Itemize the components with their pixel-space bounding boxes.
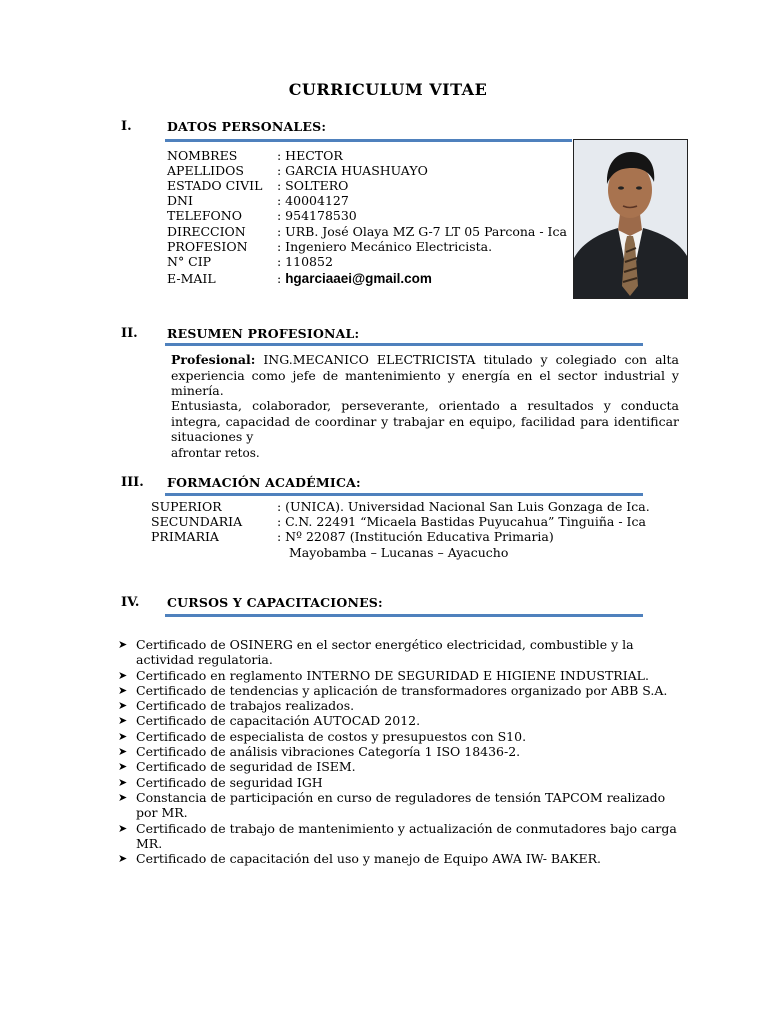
summary-traits: Entusiasta, colaborador, perseverante, orientado a resultados y conducta integra, capacidad de coordinar y trabajar en equipo, facilidad para identificar situaciones y — [171, 398, 679, 444]
section-rule-personal — [165, 139, 572, 142]
personal-label: DIRECCION — [167, 224, 246, 239]
section-title-personal: DATOS PERSONALES: — [167, 119, 327, 134]
arrow-bullet-icon: ➤ — [118, 729, 128, 743]
email-value: hgarciaaei@gmail.com — [285, 271, 432, 286]
personal-value: : URB. José Olaya MZ G-7 LT 05 Parcona - Ica — [277, 224, 567, 239]
education-value: : Nº 22087 (Institución Educativa Primaria) — [277, 529, 554, 544]
course-item — [118, 790, 678, 821]
course-item — [118, 729, 678, 744]
personal-value: : HECTOR — [277, 148, 343, 163]
course-item — [118, 821, 678, 852]
email-prefix: : — [277, 271, 286, 286]
personal-label: E-MAIL — [167, 271, 216, 286]
course-item — [118, 759, 678, 774]
education-label: SECUNDARIA — [151, 514, 243, 529]
arrow-bullet-icon: ➤ — [118, 790, 128, 804]
course-text: Certificado de capacitación AUTOCAD 2012. — [136, 713, 421, 729]
course-text: Constancia de participación en curso de reguladores de tensión TAPCOM realizado por MR. — [136, 789, 666, 821]
summary-paragraph-1 — [171, 352, 679, 399]
arrow-bullet-icon: ➤ — [118, 668, 128, 682]
section-rule-courses — [165, 614, 643, 617]
course-item — [118, 668, 678, 683]
personal-label: NOMBRES — [167, 148, 238, 163]
arrow-bullet-icon: ➤ — [118, 714, 128, 728]
course-item — [118, 683, 678, 698]
course-text: Certificado de seguridad de ISEM. — [136, 759, 356, 775]
course-text: Certificado en reglamento INTERNO DE SEGURIDAD E HIGIENE INDUSTRIAL. — [136, 667, 649, 683]
course-text: Certificado de especialista de costos y presupuestos con S10. — [136, 728, 527, 744]
personal-label: DNI — [167, 193, 193, 208]
personal-value: : 40004127 — [277, 193, 349, 208]
personal-value: : 110852 — [277, 254, 333, 269]
course-text: Certificado de trabajo de mantenimiento y actualización de conmutadores bajo carga MR. — [136, 820, 677, 851]
course-text: Certificado de capacitación del uso y manejo de Equipo AWA IW- BAKER. — [136, 851, 601, 867]
personal-label: PROFESION — [167, 239, 248, 254]
personal-label: APELLIDOS — [167, 163, 244, 178]
personal-value: : 954178530 — [277, 208, 357, 223]
education-value: : C.N. 22491 “Micaela Bastidas Puyucahua” Tinguiña - Ica — [277, 514, 646, 529]
personal-value — [277, 271, 432, 286]
courses-list — [118, 637, 678, 866]
arrow-bullet-icon: ➤ — [118, 683, 128, 697]
arrow-bullet-icon: ➤ — [118, 760, 128, 774]
course-text: Certificado de OSINERG en el sector energético electricidad, combustible y la actividad regulatoria. — [136, 637, 634, 668]
arrow-bullet-icon: ➤ — [118, 699, 128, 713]
personal-value: : GARCIA HUASHUAYO — [277, 163, 428, 178]
education-label: SUPERIOR — [151, 499, 222, 514]
arrow-bullet-icon: ➤ — [118, 745, 128, 759]
course-item — [118, 698, 678, 713]
section-title-education: FORMACIÓN ACADÉMICA: — [167, 475, 361, 490]
section-title-summary: RESUMEN PROFESIONAL: — [167, 326, 360, 341]
summary-label: Profesional: — [171, 352, 256, 367]
course-text: Certificado de seguridad IGH — [136, 774, 323, 790]
summary-paragraph-2 — [171, 398, 679, 461]
section-title-courses: CURSOS Y CAPACITACIONES: — [167, 595, 383, 610]
arrow-bullet-icon: ➤ — [118, 852, 128, 866]
course-item — [118, 713, 678, 728]
arrow-bullet-icon: ➤ — [118, 638, 128, 651]
summary-tail: afrontar retos. — [171, 445, 260, 460]
course-item — [118, 775, 678, 790]
course-text: Certificado de tendencias y aplicación de transformadores organizado por ABB S.A. — [136, 682, 668, 698]
section-number-education: III. — [121, 475, 144, 490]
education-label: PRIMARIA — [151, 529, 219, 544]
personal-value: : SOLTERO — [277, 178, 349, 193]
profile-photo — [573, 139, 688, 299]
education-value: : (UNICA). Universidad Nacional San Luis Gonzaga de Ica. — [277, 499, 650, 514]
document-title: CURRICULUM VITAE — [288, 80, 488, 99]
arrow-bullet-icon: ➤ — [118, 775, 128, 789]
section-rule-education — [165, 493, 643, 496]
education-primary-location: Mayobamba – Lucanas – Ayacucho — [289, 545, 509, 560]
section-rule-summary — [165, 343, 643, 346]
personal-label: TELEFONO — [167, 208, 242, 223]
personal-label: ESTADO CIVIL — [167, 178, 263, 193]
course-item — [118, 851, 678, 866]
arrow-bullet-icon: ➤ — [118, 821, 128, 835]
course-text: Certificado de análisis vibraciones Categoría 1 ISO 18436-2. — [136, 744, 521, 760]
summary-text: ING.MECANICO ELECTRICISTA titulado y colegiado con alta experiencia como jefe de mantenimiento y energía en el sector industrial y minería. — [171, 352, 679, 398]
section-number-courses: IV. — [121, 595, 140, 610]
section-number-summary: II. — [121, 326, 138, 341]
course-item — [118, 637, 678, 668]
course-text: Certificado de trabajos realizados. — [136, 698, 355, 714]
course-item — [118, 744, 678, 759]
section-number-personal: I. — [121, 119, 132, 134]
personal-value: : Ingeniero Mecánico Electricista. — [277, 239, 493, 254]
personal-label: N° CIP — [167, 254, 212, 269]
